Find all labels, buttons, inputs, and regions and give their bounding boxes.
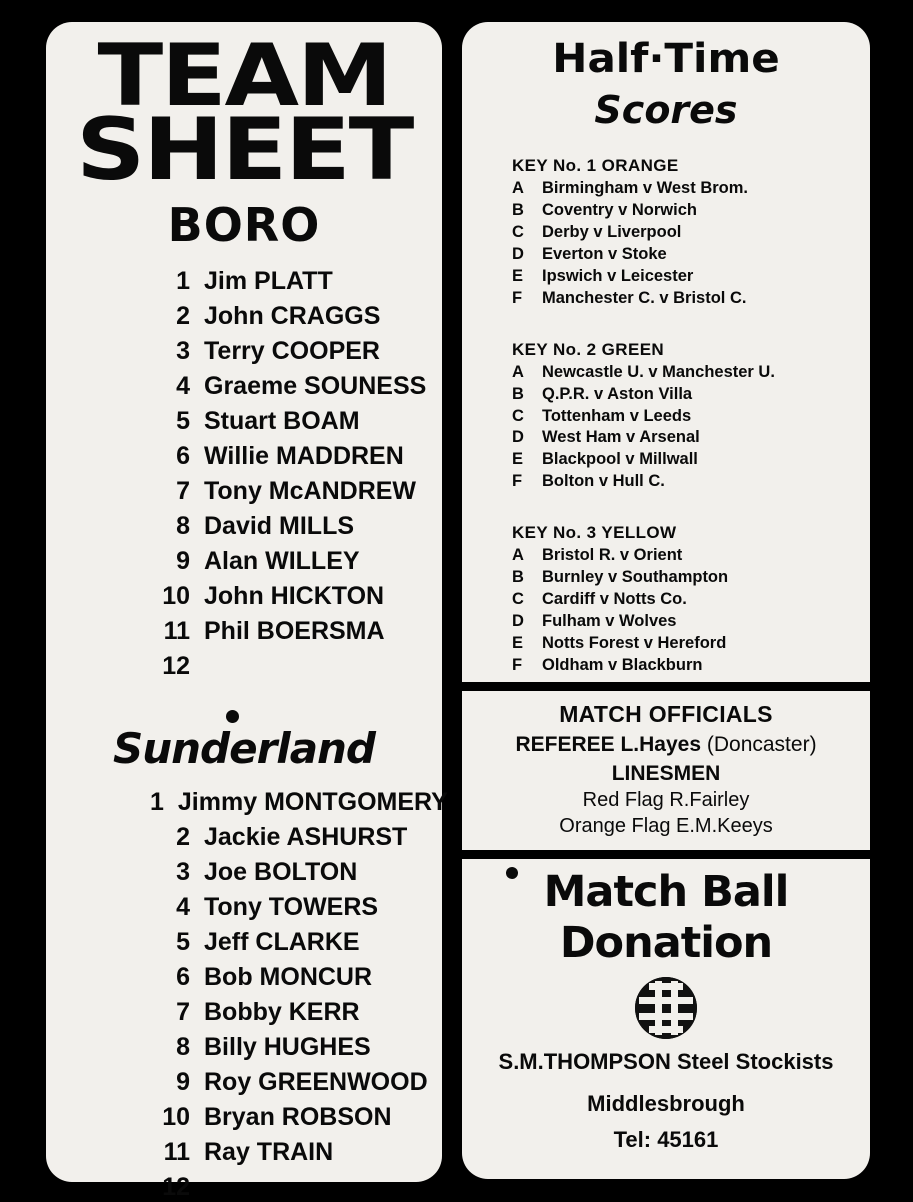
player-name: Jim PLATT	[204, 267, 333, 296]
list-item	[150, 892, 442, 922]
shirt-number: 7	[176, 477, 190, 506]
player-name: Roy GREENWOOD	[204, 1068, 428, 1097]
fixture-row	[512, 449, 870, 471]
fixture-name: Manchester C. v Bristol C.	[542, 288, 747, 307]
key-heading: KEY No. 3 YELLOW	[512, 523, 677, 543]
fixture-name: Q.P.R. v Aston Villa	[542, 384, 693, 403]
fixture-name: Cardiff v Notts Co.	[542, 590, 687, 609]
player-name: Tony TOWERS	[204, 893, 379, 922]
half-time-scores-card	[462, 22, 870, 682]
player-name: Graeme SOUNESS	[204, 372, 427, 401]
football-icon	[635, 977, 697, 1039]
fixture-letter: D	[512, 428, 524, 447]
fixture-letter: D	[512, 612, 524, 631]
player-name: Jimmy MONTGOMERY	[177, 788, 448, 817]
fixture-letter: C	[512, 406, 524, 425]
match-ball-title	[462, 867, 870, 968]
shirt-number: 12	[162, 652, 190, 681]
fixture-name: Fulham v Wolves	[542, 612, 677, 631]
fixture-row	[512, 567, 870, 589]
player-name: Joe BOLTON	[204, 858, 358, 887]
fixture-name: Bristol R. v Orient	[542, 546, 683, 565]
away-team-name	[46, 724, 442, 773]
fixture-letter: E	[512, 634, 524, 652]
list-item	[150, 616, 442, 646]
referee-name: REFEREE L.Hayes	[515, 733, 702, 756]
fixture-name: West Ham v Arsenal	[542, 428, 700, 447]
match-ball-donation-card	[462, 859, 870, 1179]
shirt-number: 9	[176, 547, 190, 576]
fixture-row	[512, 471, 870, 493]
fixture-row	[512, 633, 870, 655]
team-sheet-panel	[46, 22, 448, 1202]
fixture-row	[512, 611, 870, 633]
shirt-number: 4	[176, 893, 190, 922]
fixture-letter: F	[512, 288, 523, 307]
match-ball-title-line2: Donation	[559, 918, 773, 968]
shirt-number: 2	[176, 302, 190, 331]
fixture-row	[512, 545, 870, 567]
fixture-name: Derby v Liverpool	[542, 222, 682, 241]
player-name: Billy HUGHES	[204, 1033, 371, 1062]
shirt-number: 9	[176, 1068, 190, 1097]
list-item	[150, 301, 442, 331]
list-item	[150, 371, 442, 401]
fixture-row	[512, 288, 870, 310]
list-item	[150, 1032, 442, 1062]
key-heading: KEY No. 1 ORANGE	[512, 156, 679, 175]
linesmen-title: LINESMEN	[611, 762, 721, 785]
fixture-row	[512, 244, 870, 266]
fixture-name: Everton v Stoke	[542, 244, 667, 263]
match-ball-title-line1-text: Match Ball	[543, 867, 789, 917]
shirt-number: 1	[176, 267, 190, 296]
right-column	[462, 22, 870, 1188]
list-item	[150, 1137, 442, 1167]
fixture-letter: D	[512, 244, 524, 263]
shirt-number: 4	[176, 372, 190, 401]
shirt-number: 3	[176, 337, 190, 366]
list-item	[150, 962, 442, 992]
team-sheet-title-line2: SHEET	[75, 100, 413, 201]
player-name: Phil BOERSMA	[204, 617, 385, 646]
fixture-row	[512, 178, 870, 200]
list-item	[150, 546, 442, 576]
fixture-letter: B	[512, 200, 524, 219]
half-time-title	[462, 36, 870, 132]
fixture-row	[512, 200, 870, 222]
list-item	[150, 651, 442, 681]
list-item	[150, 511, 442, 541]
list-item	[150, 1172, 442, 1202]
fixture-name: Coventry v Norwich	[542, 200, 697, 219]
fixture-letter: B	[512, 384, 524, 403]
fixture-row	[512, 266, 870, 288]
list-item	[150, 927, 442, 957]
player-name: Ray TRAIN	[204, 1138, 334, 1167]
player-name: David MILLS	[204, 512, 355, 541]
player-name: Bob MONCUR	[204, 963, 373, 992]
player-name: Tony McANDREW	[204, 477, 417, 506]
key-group-green	[462, 340, 870, 494]
player-name: Terry COOPER	[204, 337, 380, 366]
fixture-name: Oldham v Blackburn	[542, 655, 703, 674]
key-group-orange	[462, 156, 870, 310]
sponsor-town: Middlesbrough	[587, 1091, 745, 1116]
shirt-number: 10	[162, 1103, 190, 1132]
shirt-number: 2	[176, 823, 190, 852]
fixture-name: Birmingham v West Brom.	[542, 179, 748, 197]
shirt-number: 1	[150, 788, 164, 817]
fixture-letter: E	[512, 266, 524, 285]
player-name: John CRAGGS	[204, 302, 381, 331]
player-name: Jeff CLARKE	[204, 928, 360, 957]
fixture-letter: F	[512, 472, 523, 491]
list-item	[150, 266, 442, 296]
referee-line	[462, 733, 870, 757]
list-item	[150, 787, 448, 817]
shirt-number: 12	[162, 1173, 190, 1202]
away-squad-list	[46, 787, 448, 1202]
fixture-letter: A	[512, 362, 524, 381]
shirt-number: 11	[163, 617, 190, 646]
match-ball-title-line1	[462, 867, 870, 917]
fixture-row	[512, 655, 870, 677]
linesman-orange-flag: Orange Flag E.M.Keeys	[559, 815, 773, 837]
shirt-number: 10	[162, 582, 190, 611]
player-name: Bryan ROBSON	[204, 1103, 392, 1132]
list-item	[150, 997, 442, 1027]
fixture-letter: C	[512, 590, 524, 609]
list-item	[150, 857, 442, 887]
shirt-number: 5	[176, 928, 190, 957]
fixture-name: Blackpool v Millwall	[542, 450, 698, 469]
home-squad-list	[46, 266, 442, 681]
fixture-letter: B	[512, 568, 524, 587]
list-item	[150, 406, 442, 436]
fixture-name: Notts Forest v Hereford	[542, 634, 727, 652]
fixture-row	[512, 362, 870, 384]
list-item	[150, 336, 442, 366]
fixture-name: Tottenham v Leeds	[542, 406, 692, 425]
match-officials-title: MATCH OFFICIALS	[559, 701, 773, 727]
half-time-title-line2: Scores	[594, 88, 738, 132]
team-sheet-title	[46, 26, 442, 201]
fixture-letter: E	[512, 450, 524, 469]
fixture-row	[512, 427, 870, 449]
sponsor-name: S.M.THOMPSON Steel Stockists	[498, 1049, 834, 1074]
fixture-name: Bolton v Hull C.	[542, 472, 665, 491]
player-name: Jackie ASHURST	[204, 823, 408, 852]
list-item	[150, 1102, 442, 1132]
list-item	[150, 822, 442, 852]
i-dot-decoration	[226, 710, 239, 723]
i-dot-decoration	[506, 867, 518, 879]
shirt-number: 8	[176, 1033, 190, 1062]
sponsor-telephone: Tel: 45161	[613, 1127, 719, 1152]
fixture-row	[512, 384, 870, 406]
shirt-number: 11	[163, 1138, 190, 1167]
key-group-yellow	[462, 523, 870, 677]
list-item	[150, 476, 442, 506]
fixture-name: Newcastle U. v Manchester U.	[542, 362, 775, 381]
fixture-row	[512, 589, 870, 611]
match-officials-card	[462, 691, 870, 850]
player-name: Alan WILLEY	[204, 547, 360, 576]
half-time-title-line1: Half·Time	[552, 36, 780, 82]
fixture-row	[512, 406, 870, 428]
shirt-number: 7	[176, 998, 190, 1027]
shirt-number: 3	[176, 858, 190, 887]
player-name: Bobby KERR	[204, 998, 360, 1027]
player-name: Willie MADDREN	[204, 442, 404, 471]
linesman-red-flag: Red Flag R.Fairley	[582, 789, 750, 811]
shirt-number: 5	[176, 407, 190, 436]
referee-town: (Doncaster)	[706, 733, 817, 756]
fixture-letter: A	[512, 546, 524, 565]
shirt-number: 6	[176, 442, 190, 471]
away-team-label: Sunderland	[112, 724, 375, 774]
fixture-letter: F	[512, 655, 523, 674]
list-item	[150, 441, 442, 471]
fixture-letter: C	[512, 222, 524, 241]
list-item	[150, 581, 442, 611]
list-item	[150, 1067, 442, 1097]
fixture-name: Burnley v Southampton	[542, 568, 729, 587]
shirt-number: 6	[176, 963, 190, 992]
key-heading: KEY No. 2 GREEN	[512, 339, 665, 359]
team-sheet-title-line1: TEAM	[97, 26, 391, 126]
fixture-name: Ipswich v Leicester	[542, 266, 694, 285]
fixture-letter: A	[512, 179, 524, 197]
home-team-name: BORO	[167, 198, 321, 253]
player-name: Stuart BOAM	[204, 407, 360, 436]
shirt-number: 8	[176, 512, 190, 541]
player-name: John HICKTON	[204, 582, 385, 611]
fixture-row	[512, 222, 870, 244]
